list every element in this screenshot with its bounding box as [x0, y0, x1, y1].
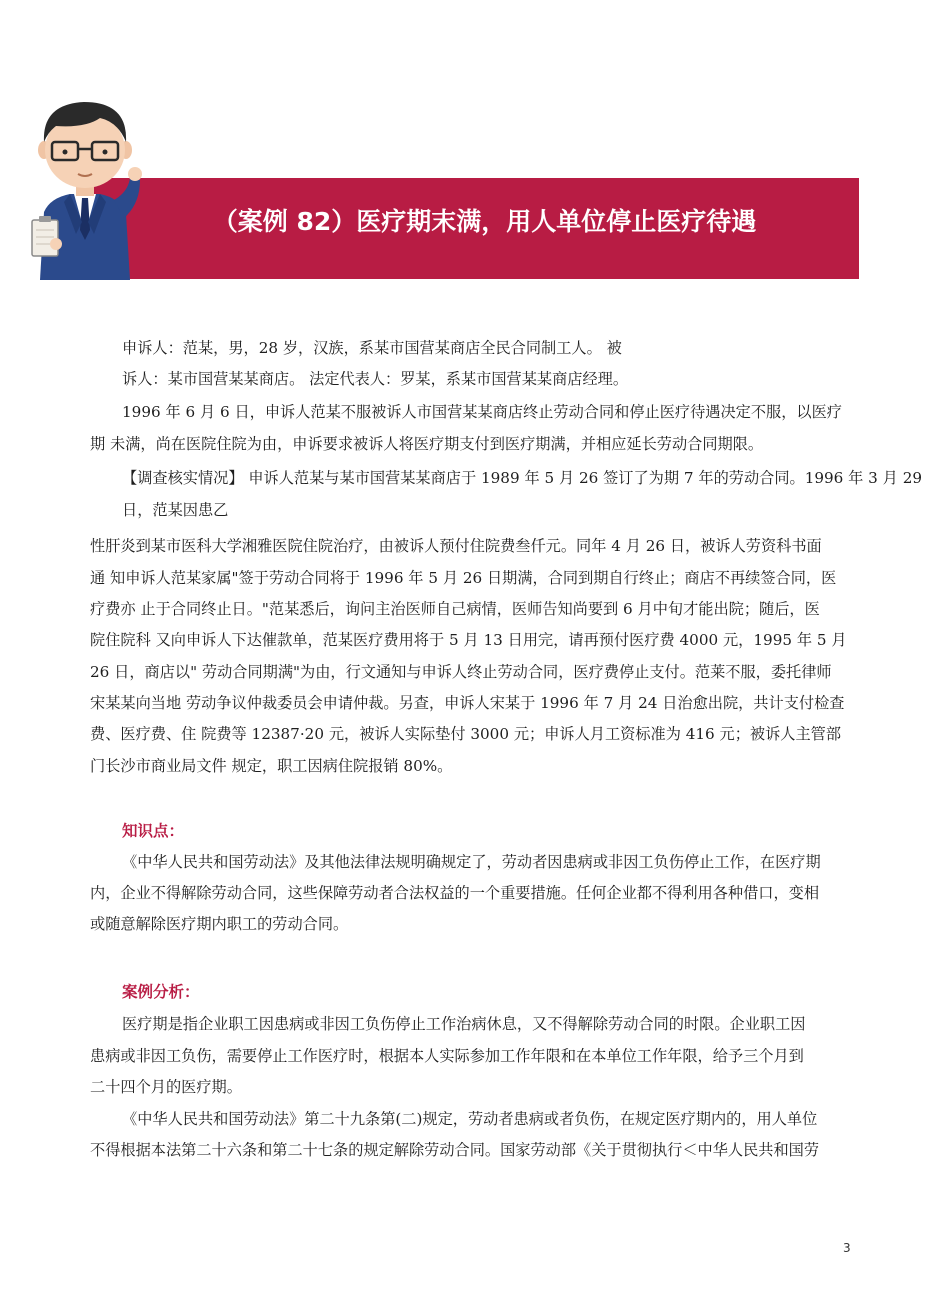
text-line: 费、医疗费、住 院费等 12387·20 元，被诉人实际垫付 3000 元；申诉人月工资标准为 416 元；被诉人主管部: [90, 725, 842, 743]
text-line: 诉人：某市国营某某商店。 法定代表人：罗某，系某市国营某某商店经理。: [122, 370, 629, 388]
text-line: 《中华人民共和国劳动法》及其他法律法规明确规定了，劳动者因患病或非因工负伤停止工作，在医疗期: [122, 853, 821, 871]
analysis-heading: 案例分析：: [122, 983, 200, 1001]
text-line: 通 知申诉人范某家属"签于劳动合同将于 1996 年 5 月 26 日期满，合同到期自行终止；商店不再续签合同，医: [90, 569, 837, 587]
page-title: （案例 82）医疗期末满，用人单位停止医疗待遇: [212, 207, 757, 236]
text-line: 不得根据本法第二十六条和第二十七条的规定解除劳动合同。国家劳动部《关于贯彻执行＜中华人民共和国劳: [90, 1141, 819, 1159]
text-line: 申诉人：范某，男，28 岁，汉族，系某市国营某商店全民合同制工人。 被: [122, 339, 622, 357]
text-line: 或随意解除医疗期内职工的劳动合同。: [90, 915, 349, 933]
text-line: 院住院科 又向申诉人下达催款单，范某医疗费用将于 5 月 13 日用完，请再预付医疗费 4000 元，1995 年 5 月: [90, 631, 847, 649]
text-line: 患病或非因工负伤，需要停止工作医疗时，根据本人实际参加工作年限和在本单位工作年限，给予三个月到: [90, 1047, 804, 1065]
text-line: 日，范某因患乙: [122, 501, 229, 519]
text-line: 性肝炎到某市医科大学湘雅医院住院治疗，由被诉人预付住院费叁仟元。同年 4 月 26 日，被诉人劳资科书面: [90, 537, 822, 555]
text-line: 门长沙市商业局文件 规定，职工因病住院报销 80%。: [90, 757, 453, 775]
text-line: 26 日，商店以" 劳动合同期满"为由，行文通知与申诉人终止劳动合同，医疗费停止支付。范莱不服，委托律师: [90, 663, 832, 681]
text-line: 内，企业不得解除劳动合同，这些保障劳动者合法权益的一个重要措施。任何企业都不得利用各种借口，变相: [90, 884, 819, 902]
text-line: 1996 年 6 月 6 日，申诉人范某不服被诉人市国营某某商店终止劳动合同和停止医疗待遇决定不服，以医疗: [122, 403, 842, 421]
text-line: 《中华人民共和国劳动法》第二十九条第(二)规定，劳动者患病或者负伤，在规定医疗期内的，用人单位: [122, 1110, 818, 1128]
text-line: 宋某某向当地 劳动争议仲裁委员会申请仲裁。另查，申诉人宋某于 1996 年 7 月 24 日治愈出院，共计支付检查: [90, 694, 845, 712]
text-line: 疗费亦 止于合同终止日。"范某悉后，询问主治医师自己病情，医师告知尚要到 6 月中旬才能出院；随后，医: [90, 600, 820, 618]
knowledge-heading: 知识点：: [122, 822, 185, 840]
lawyer-avatar: [26, 94, 144, 280]
text-line: 二十四个月的医疗期。: [90, 1078, 242, 1096]
text-line: 【调查核实情况】 申诉人范某与某市国营某某商店于 1989 年 5 月 26 签订了为期 7 年的劳动合同。1996 年 3 月 29: [122, 469, 923, 487]
text-line: 期 未满，尚在医院住院为由，申诉要求被诉人将医疗期支付到医疗期满，并相应延长劳动合同期限。: [90, 435, 764, 453]
page-number: 3: [843, 1241, 851, 1255]
text-line: 医疗期是指企业职工因患病或非因工负伤停止工作治病休息，又不得解除劳动合同的时限。企业职工因: [122, 1015, 806, 1033]
